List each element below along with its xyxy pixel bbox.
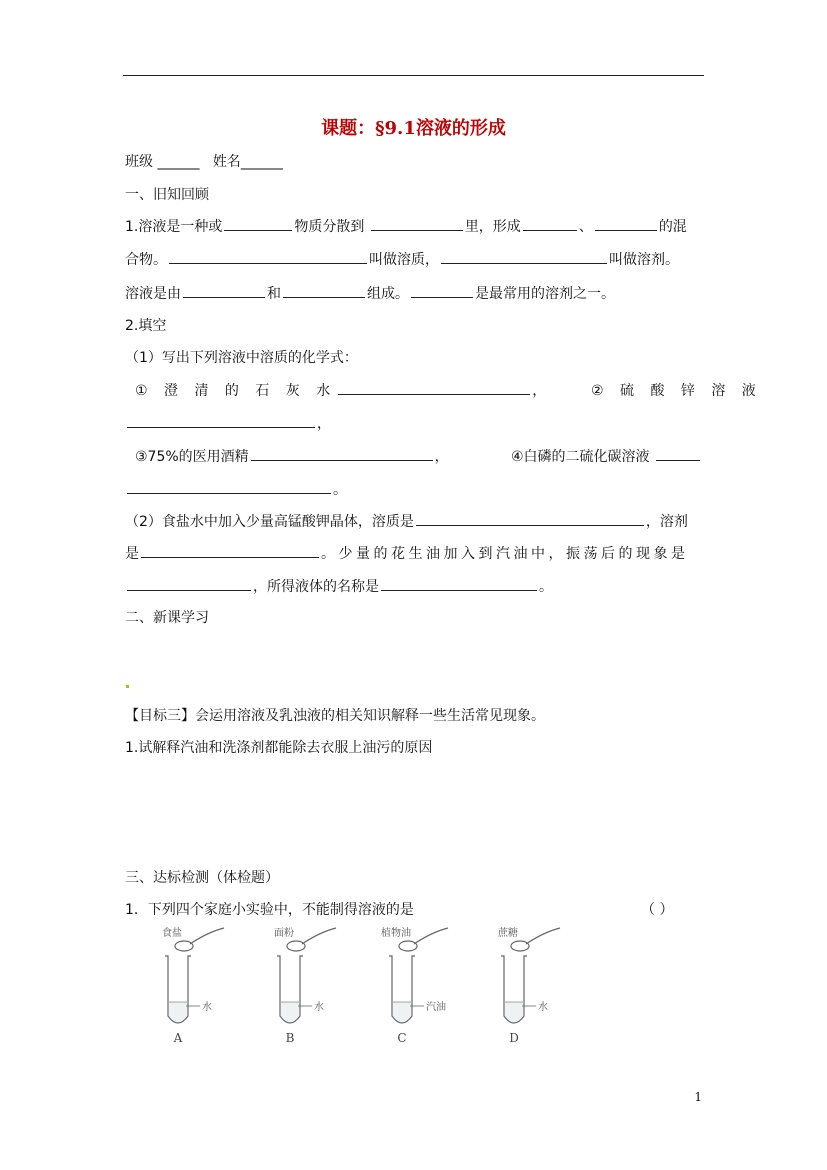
name-label: 姓名 (212, 154, 241, 170)
text: ② 硫 酸 锌 溶 液 (591, 383, 762, 399)
blank[interactable] (411, 283, 473, 298)
blank[interactable] (183, 283, 265, 298)
answer-parentheses[interactable]: （ ） (641, 902, 674, 918)
class-label: 班级 (125, 154, 153, 170)
q2-sub1: （1）写出下列溶液中溶质的化学式： (125, 350, 358, 366)
q2-item-3 (135, 446, 449, 466)
section-3-heading: 三、达标检测（体检题） (125, 870, 279, 886)
test-tube-c (381, 926, 448, 1045)
solute-label: 食盐 (162, 928, 182, 939)
spoon-bowl (511, 941, 529, 951)
text: 合物。 (125, 252, 167, 268)
tube-liquid (169, 1002, 187, 1022)
q1-line-3 (125, 283, 615, 303)
text: 1.溶液是一种或 (125, 219, 223, 235)
margin-mark (126, 685, 129, 688)
q2-sub2-line-2 (125, 543, 689, 563)
text: 是 (125, 546, 139, 562)
solute-label: 面粉 (274, 928, 294, 939)
text: 叫做溶质， (369, 252, 439, 268)
text: ， (434, 449, 449, 465)
text: ， (532, 383, 547, 399)
text: 物质分散到 (294, 219, 365, 235)
solvent-label: 水 (538, 1002, 548, 1013)
text: 里，形成 (464, 219, 521, 235)
blank[interactable] (127, 479, 331, 494)
q1-line-1 (125, 216, 687, 236)
text: 。少量的花生油加入到汽油中，振荡后的现象是 (321, 546, 689, 562)
spoon-bowl (287, 941, 305, 951)
q2-item-4-blank (125, 479, 347, 499)
tube-liquid (281, 1002, 299, 1022)
text: ③75%的医用酒精 (135, 449, 249, 465)
solvent-label: 水 (314, 1002, 324, 1013)
blank[interactable] (224, 216, 292, 231)
text: 组成。 (367, 286, 409, 302)
section-2-heading: 二、新课学习 (125, 610, 209, 626)
blank[interactable] (381, 576, 537, 591)
text: 叫做溶剂。 (609, 252, 679, 268)
solute-label: 植物油 (381, 928, 411, 939)
blank[interactable] (169, 249, 367, 264)
tube-liquid (505, 1002, 523, 1022)
blank[interactable] (371, 216, 463, 231)
solvent-label: 汽油 (426, 1002, 446, 1013)
spoon-handle (414, 928, 448, 944)
class-name-line (125, 151, 283, 171)
text: 。 (333, 482, 347, 498)
blank[interactable] (251, 446, 433, 461)
section-2-question-1: 1.试解释汽油和洗涤剂都能除去衣服上油污的原因 (125, 740, 433, 756)
test-tube-a (162, 926, 224, 1045)
q2-label: 2.填空 (125, 318, 167, 334)
q2-item-2-blank (125, 413, 331, 433)
blank[interactable] (283, 283, 365, 298)
spoon-handle (190, 928, 224, 944)
spoon-handle (526, 928, 560, 944)
spoon-handle (302, 928, 336, 944)
test-tube-figure (120, 918, 600, 1048)
text: 。 (539, 579, 553, 595)
text: ，溶剂 (645, 514, 688, 530)
solute-label: 蔗糖 (498, 928, 518, 939)
blank[interactable] (338, 380, 530, 395)
blank[interactable] (127, 576, 251, 591)
page-number: 1 (694, 1090, 702, 1104)
test-tube-d (498, 926, 560, 1045)
blank[interactable] (441, 249, 607, 264)
text: 的混 (658, 219, 687, 235)
name-blank[interactable]: ______ (240, 154, 283, 170)
spoon-bowl (399, 941, 417, 951)
option-letter: D (509, 1031, 519, 1045)
option-letter: A (173, 1031, 183, 1045)
solvent-label: 水 (202, 1002, 212, 1013)
header-rule (123, 75, 704, 76)
section-3-question-1: 1．下列四个家庭小实验中，不能制得溶液的是 (125, 902, 414, 918)
q2-item-4 (511, 446, 702, 466)
q2-sub2-line-1 (125, 511, 688, 531)
goal-three: 【目标三】会运用溶液及乳浊液的相关知识解释一些生活常见现象。 (125, 708, 545, 724)
test-tube-b (274, 926, 336, 1045)
document-title: 课题：§9.1溶液的形成 (321, 118, 506, 139)
blank[interactable] (523, 216, 577, 231)
option-letter: C (397, 1031, 407, 1045)
blank[interactable] (141, 543, 319, 558)
blank[interactable] (656, 446, 700, 461)
text: ，所得液体的名称是 (253, 579, 379, 595)
text: 、 (578, 219, 593, 235)
class-blank[interactable]: ______ (157, 154, 200, 170)
spoon-bowl (175, 941, 193, 951)
tube-liquid (393, 1002, 411, 1022)
text: 和 (267, 286, 281, 302)
q1-line-2 (125, 249, 679, 269)
q2-item-2 (591, 380, 762, 400)
q2-sub2-line-3 (125, 576, 553, 596)
text: （2）食盐水中加入少量高锰酸钾晶体，溶质是 (125, 514, 414, 530)
text: 是最常用的溶剂之一。 (475, 286, 615, 302)
text: ① 澄 清 的 石 灰 水 (135, 383, 337, 399)
blank[interactable] (416, 511, 644, 526)
blank[interactable] (127, 413, 315, 428)
text: 溶液是由 (125, 286, 181, 302)
text: ， (317, 416, 331, 432)
text: ④白磷的二硫化碳溶液 (511, 449, 650, 465)
option-letter: B (285, 1031, 295, 1045)
section-1-heading: 一、旧知回顾 (125, 187, 209, 203)
q2-item-1 (135, 380, 546, 400)
blank[interactable] (595, 216, 657, 231)
